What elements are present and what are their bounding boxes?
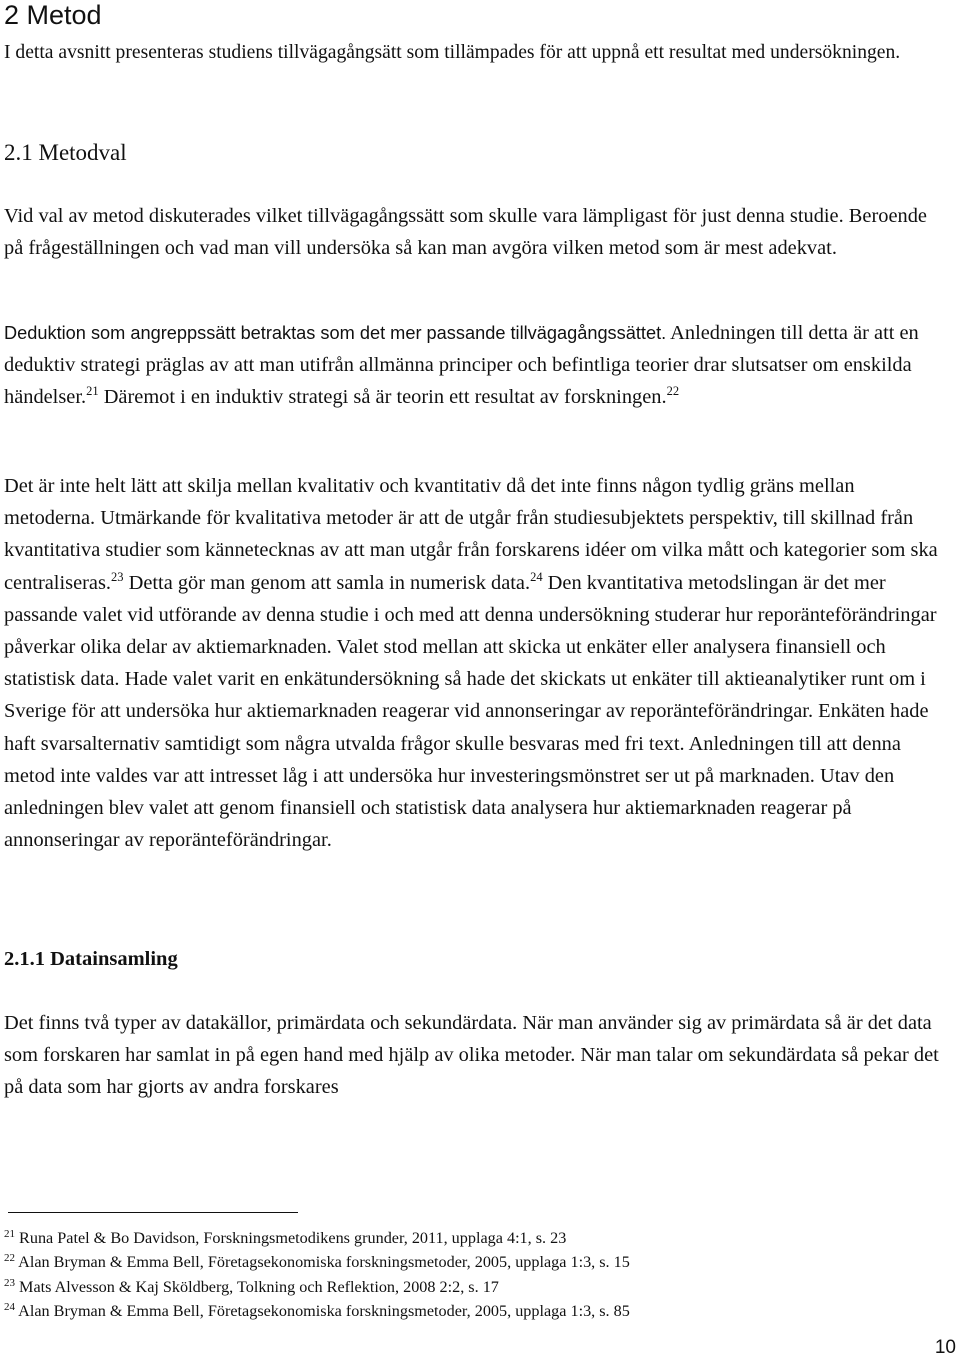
footnote-text: Alan Bryman & Emma Bell, Företagsekonomiska forskningsmetoder, 2005, upplaga 1:3, s. 15 (15, 1253, 630, 1272)
method-paragraph: Vid val av metod diskuterades vilket tillvägagångssätt som skulle vara lämpligast för just denna studie. Beroende på frågeställningen och vad man vill undersöka så kan man avgöra vilken metod som är mest adekvat. (4, 205, 927, 260)
footnote-ref-22: 22 (666, 384, 680, 399)
footnote (4, 1226, 630, 1250)
induction-text: Däremot i en induktiv strategi så är teorin ett resultat av forskningen. (98, 386, 667, 409)
subsection-heading: 2.1.1 Datainsamling (4, 948, 178, 970)
footnote-number: 22 (4, 1252, 15, 1265)
footnote (4, 1275, 630, 1299)
footnote (4, 1299, 630, 1323)
deduction-paragraph (4, 317, 944, 414)
footnote-separator (8, 1212, 298, 1213)
footnote-text: Mats Alvesson & Kaj Sköldberg, Tolkning och Reflektion, 2008 2:2, s. 17 (15, 1277, 499, 1296)
deduction-text-lead: Deduktion som angreppssätt betraktas som det mer passande tillvägagångssättet. (4, 323, 667, 343)
data-collection-paragraph: Det finns två typer av datakällor, primärdata och sekundärdata. När man använder sig av primärdata så är det data som forskaren har samlat in på egen hand med hjälp av olika metoder. När man talar om sekundärdata så pekar det på data som har gjorts av andra forskares (4, 1012, 939, 1099)
deduction-text: Anledningen till detta är att en deduktiv strategi präglas av att man utifrån allmänna principer och befintliga teorier drar slutsatser om enskilda händelser. (4, 322, 919, 409)
chapter-heading: 2 Metod (4, 0, 102, 30)
page-number: 10 (934, 1337, 956, 1358)
qualitative-text: Det är inte helt lätt att skilja mellan kvalitativ och kvantitativ då det inte finns någon tydlig gräns mellan metoderna. Utmärkande för kvalitativa metoder är att de utgår från studiesubjektets perspektiv, till skillnad från kvantitativa studier som kännetecknas av att man utgår från forskarens idéer om vilka mått och kategorier som ska centraliseras. (4, 475, 938, 594)
footnote-number: 23 (4, 1276, 15, 1289)
footnote-number: 21 (4, 1228, 15, 1240)
qualitative-paragraph (4, 470, 944, 856)
footnote-number: 24 (4, 1300, 15, 1313)
footnote-text: Runa Patel & Bo Davidson, Forskningsmetodikens grunder, 2011, upplaga 4:1, s. 23 (15, 1229, 567, 1247)
footnote-ref-21: 21 (86, 384, 99, 399)
numeric-data-text: Detta gör man genom att samla in numerisk data. (123, 571, 531, 594)
intro-paragraph: I detta avsnitt presenteras studiens tillvägagångsätt som tillämpades för att uppnå ett resultat med undersökningen. (4, 42, 901, 63)
footnote-text: Alan Bryman & Emma Bell, Företagsekonomiska forskningsmetoder, 2005, upplaga 1:3, s. 85 (15, 1301, 630, 1320)
footnote-ref-23: 23 (111, 569, 124, 584)
footnotes (4, 1226, 630, 1323)
section-heading: 2.1 Metodval (4, 140, 127, 165)
footnote-ref-24: 24 (530, 569, 543, 584)
footnote (4, 1250, 630, 1274)
quantitative-text: Den kvantitativa metodslingan är det mer passande valet vid utförande av denna studie i och med att denna undersökning studerar hur reporänteförändringar påverkar olika delar av aktiemarknaden. Valet stod mellan att skicka ut enkäter eller analysera finansiell och statistisk data. Hade valet varit en enkätundersökning så hade det skickats ut enkäter till aktieanalytiker runt om i Sverige för att undersöka hur aktiemarknaden reagerar vid annonseringar av reporänteförändringar. Enkäten hade haft svarsalternativ samtidigt som några utvalda frågor skulle besvaras med fri text. Anledningen till att denna metod inte valdes var att intresset låg i att undersöka hur investeringsmönstret ser ut på marknaden. Utav den anledningen blev valet att genom finansiell och statistisk data analysera hur aktiemarknaden reagerar på annonseringar av reporänteförändringar. (4, 571, 937, 852)
